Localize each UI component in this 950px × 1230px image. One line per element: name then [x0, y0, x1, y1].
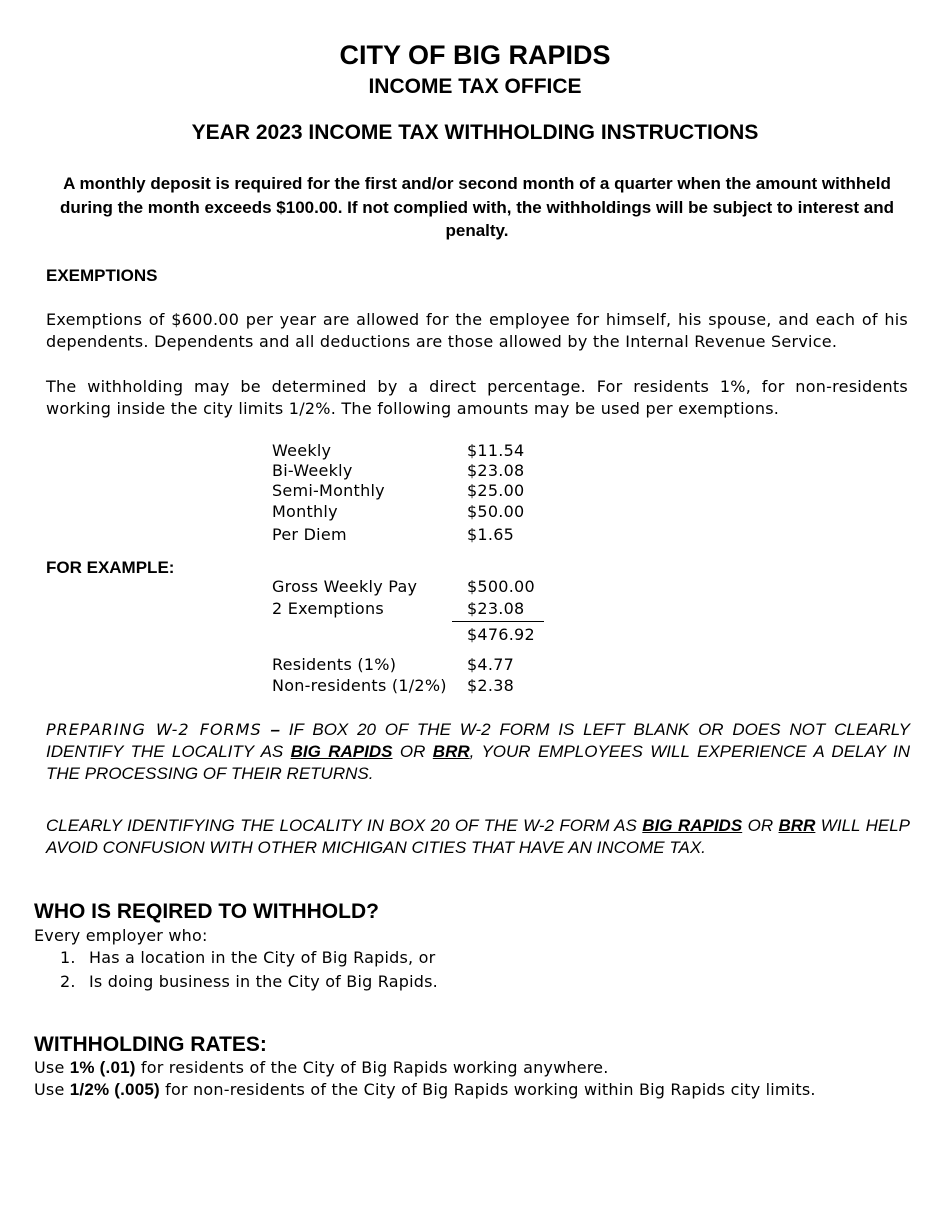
rate-label: Bi-Weekly [272, 461, 353, 480]
gross-pay-label: Gross Weekly Pay [272, 577, 418, 596]
nonresidents-tax-label: Non-residents (1/2%) [272, 676, 447, 695]
rate-value: $1.65 [467, 525, 515, 544]
residents-rate-line [34, 1057, 609, 1079]
rate-label: Weekly [272, 441, 332, 460]
nonresidents-rate-line [34, 1079, 816, 1101]
exemptions-paragraph: Exemptions of $600.00 per year are allowed for the employee for himself, his spouse, and each of his dependents. Dependents and all deductions are those allowed by the Internal Revenue Service. [46, 310, 908, 351]
withholding-percentage-paragraph: The withholding may be determined by a direct percentage. For residents 1%, for non-residents working inside the city limits 1/2%. The following amounts may be used per exemptions. [46, 377, 908, 418]
w2-or: OR [392, 742, 433, 761]
w2-dash: – [261, 720, 289, 739]
monthly-deposit-notice: A monthly deposit is required for the first and/or second month of a quarter when the amount withheld during the month exceeds $100.00. If not complied with, the withholdings will be subject to interest and penalty. [59, 174, 895, 240]
subtotal-rule [452, 621, 544, 622]
w2-text: WILL HELP AVOID CONFUSION WITH OTHER MICHIGAN CITIES THAT HAVE AN INCOME TAX. [46, 816, 910, 857]
locality-brr: BRR [432, 742, 470, 761]
w2-forms-paragraph [46, 719, 910, 785]
rate-label: Semi-Monthly [272, 481, 385, 500]
list-item-number: 1. [60, 948, 76, 967]
list-item-number: 2. [60, 972, 76, 991]
nonresidents-rate-text: for non-residents of the City of Big Rapids working within Big Rapids city limits. [159, 1080, 816, 1099]
rate-label: Monthly [272, 502, 338, 521]
subtotal-value: $476.92 [467, 625, 535, 644]
city-title: CITY OF BIG RAPIDS [339, 40, 611, 70]
exemptions-label: 2 Exemptions [272, 599, 384, 618]
rate-value: $25.00 [467, 481, 525, 500]
exemptions-value: $23.08 [467, 599, 525, 618]
rate-value: $23.08 [467, 461, 525, 480]
nonresidents-rate: 1/2% (.005) [69, 1080, 160, 1099]
office-title: INCOME TAX OFFICE [368, 75, 582, 98]
residents-rate: 1% (.01) [69, 1058, 136, 1077]
rate-label: Per Diem [272, 525, 347, 544]
w2-text: CLEARLY IDENTIFYING THE LOCALITY IN BOX 20 OF THE W-2 FORM AS [46, 816, 643, 835]
gross-pay-value: $500.00 [467, 577, 535, 596]
document-title: YEAR 2023 INCOME TAX WITHHOLDING INSTRUCTIONS [191, 121, 759, 144]
exemptions-heading: EXEMPTIONS [46, 266, 158, 285]
w2-or: OR [742, 816, 779, 835]
w2-forms-lead: PREPARING W-2 FORMS [46, 720, 262, 739]
example-heading: FOR EXAMPLE: [46, 558, 175, 577]
withholding-rates-heading: WITHHOLDING RATES: [34, 1033, 267, 1056]
rate-value: $11.54 [467, 441, 525, 460]
w2-text: IF BOX 20 OF THE W-2 FORM IS LEFT BLANK OR DOES NOT CLEARLY IDENTIFY THE LOCALITY AS [46, 720, 910, 761]
locality-brr: BRR [778, 816, 816, 835]
residents-tax-label: Residents (1%) [272, 655, 397, 674]
nonresidents-tax-value: $2.38 [467, 676, 515, 695]
locality-big-rapids: BIG RAPIDS [642, 816, 743, 835]
w2-text: , YOUR EMPLOYEES WILL EXPERIENCE A DELAY IN THE PROCESSING OF THEIR RETURNS. [46, 742, 911, 783]
rate-value: $50.00 [467, 502, 525, 521]
list-item: Has a location in the City of Big Rapids, or [89, 948, 436, 967]
who-intro: Every employer who: [34, 926, 208, 945]
residents-tax-value: $4.77 [467, 655, 515, 674]
locality-big-rapids: BIG RAPIDS [290, 742, 393, 761]
residents-rate-text: for residents of the City of Big Rapids working anywhere. [135, 1058, 609, 1077]
use-text: Use [34, 1080, 70, 1099]
use-text: Use [34, 1058, 70, 1077]
who-required-heading: WHO IS REQIRED TO WITHHOLD? [34, 900, 379, 923]
w2-locality-paragraph [46, 815, 910, 859]
list-item: Is doing business in the City of Big Rapids. [89, 972, 438, 991]
